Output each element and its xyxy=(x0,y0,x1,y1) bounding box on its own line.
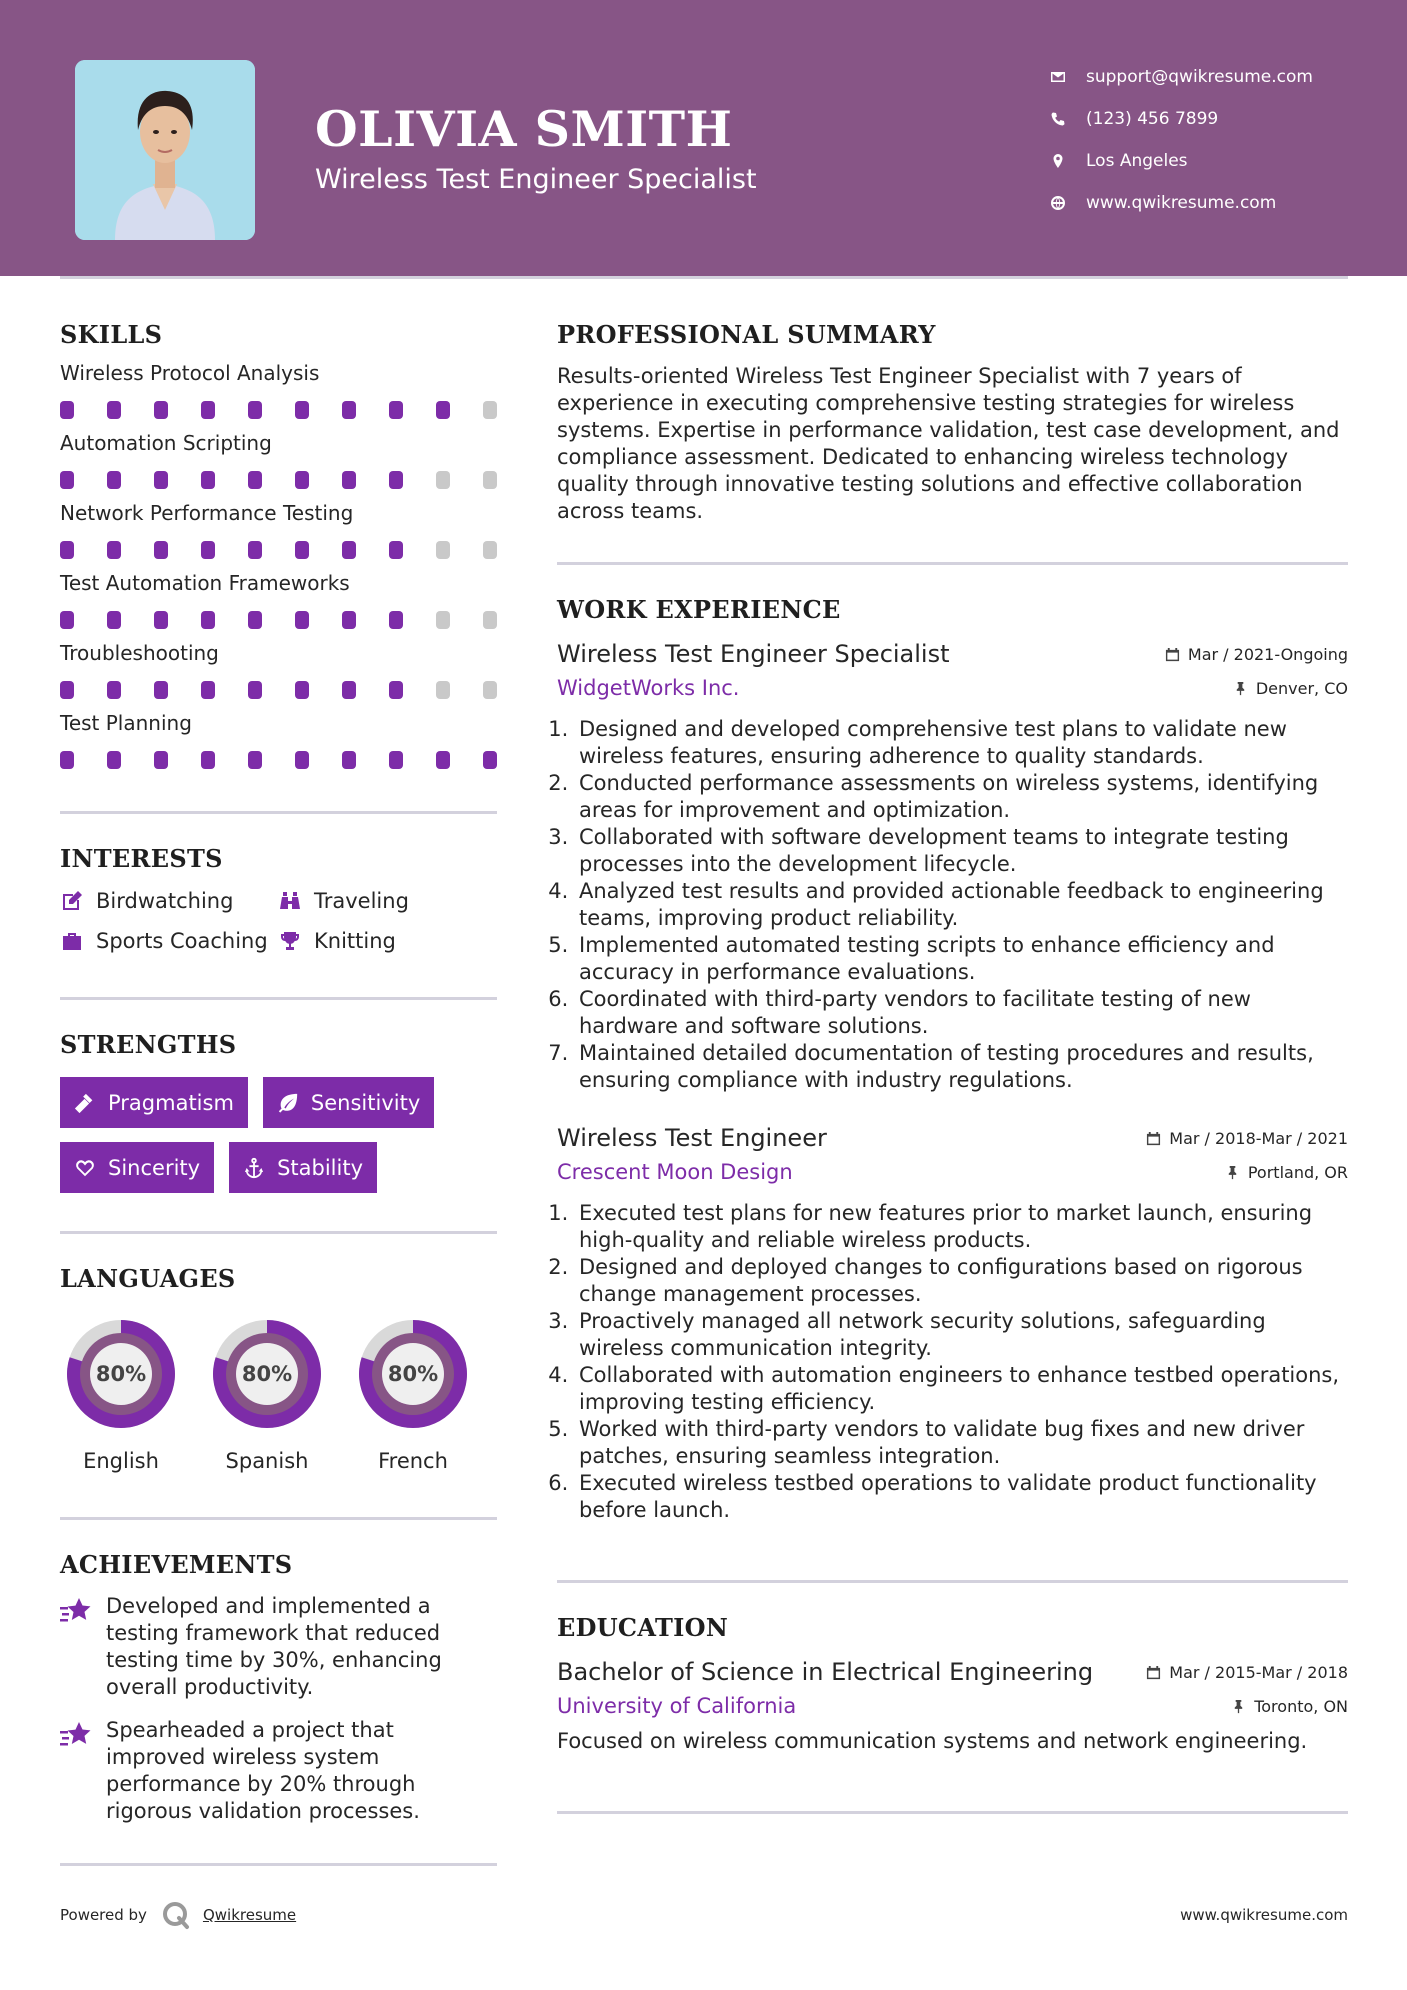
rating-dot xyxy=(436,611,450,629)
skill-name: Network Performance Testing xyxy=(60,501,354,525)
company-name: WidgetWorks Inc. xyxy=(557,676,740,700)
section-divider xyxy=(60,997,497,1000)
section-divider xyxy=(60,1863,497,1866)
header-divider xyxy=(60,276,1348,279)
job-title: Wireless Test Engineer xyxy=(557,1124,827,1152)
rating-dot xyxy=(436,401,450,419)
summary-text: Results-oriented Wireless Test Engineer Specialist with 7 years of experience in executing comprehensive testing strategies for wireless systems. Expertise in performance validation, test case development, and compliance assessment. Dedicated to enhancing wireless technology quality through innovative testing solutions and effective collaboration across teams. xyxy=(557,364,1340,523)
binoculars-icon xyxy=(278,889,314,913)
profile-photo xyxy=(75,60,255,240)
section-divider xyxy=(557,1580,1348,1583)
skill-name: Wireless Protocol Analysis xyxy=(60,361,320,385)
list-item: 2. Conducted performance assessments on wireless systems, identifying areas for improvement and optimization. xyxy=(575,770,1348,824)
job-dates: Mar / 2018-Mar / 2021 xyxy=(1146,1129,1348,1148)
rating-dot xyxy=(107,401,121,419)
rating-dot xyxy=(483,681,497,699)
education-heading: EDUCATION xyxy=(557,1613,729,1642)
job-location: Portland, OR xyxy=(1225,1163,1348,1182)
rating-dot xyxy=(154,681,168,699)
calendar-icon xyxy=(1146,1665,1161,1680)
strength-tag: Pragmatism xyxy=(60,1077,248,1128)
rating-dot xyxy=(154,401,168,419)
strengths-section xyxy=(60,1030,497,1193)
rating-dot xyxy=(342,401,356,419)
job-bullets xyxy=(557,716,1348,1094)
language-progress-ring xyxy=(352,1313,474,1435)
rating-dot xyxy=(107,541,121,559)
list-item: 6. Executed wireless testbed operations to validate product functionality before launch. xyxy=(575,1470,1348,1524)
languages-section xyxy=(60,1264,497,1473)
globe-icon xyxy=(1050,195,1086,211)
company-name: Crescent Moon Design xyxy=(557,1160,793,1184)
rating-dot xyxy=(295,401,309,419)
star-icon xyxy=(60,1717,106,1825)
skill-name: Troubleshooting xyxy=(60,641,219,665)
contact-location: Los Angeles xyxy=(1050,140,1390,182)
job-location: Denver, CO xyxy=(1233,679,1348,698)
interests-heading: INTERESTS xyxy=(60,844,223,873)
gavel-icon xyxy=(74,1092,96,1114)
rating-dot xyxy=(154,751,168,769)
strength-tag: Sensitivity xyxy=(263,1077,434,1128)
list-item: 7. Maintained detailed documentation of testing procedures and results, ensuring compliance with industry regulations. xyxy=(575,1040,1348,1094)
interests-section xyxy=(60,844,497,953)
rating-dot xyxy=(60,401,74,419)
language-item xyxy=(352,1313,474,1473)
skill-item xyxy=(60,639,497,699)
rating-dot xyxy=(342,751,356,769)
contact-phone[interactable]: (123) 456 7899 xyxy=(1050,98,1390,140)
section-divider xyxy=(60,811,497,814)
phone-icon xyxy=(1050,111,1086,127)
skill-name: Test Automation Frameworks xyxy=(60,571,350,595)
language-progress-ring xyxy=(206,1313,328,1435)
skill-item xyxy=(60,709,497,769)
rating-dot xyxy=(483,611,497,629)
language-percent: 80% xyxy=(241,1362,293,1386)
rating-dot xyxy=(389,681,403,699)
trophy-icon xyxy=(278,929,314,953)
contact-website[interactable]: www.qwikresume.com xyxy=(1050,182,1390,224)
skills-section xyxy=(60,320,497,769)
language-percent: 80% xyxy=(387,1362,439,1386)
skill-rating xyxy=(60,401,497,419)
candidate-title: Wireless Test Engineer Specialist xyxy=(315,164,757,195)
section-divider xyxy=(60,1517,497,1520)
languages-list xyxy=(60,1313,497,1473)
skill-name: Automation Scripting xyxy=(60,431,272,455)
rating-dot xyxy=(342,471,356,489)
right-column xyxy=(557,320,1348,1814)
section-divider xyxy=(557,1811,1348,1814)
skills-list xyxy=(60,359,497,769)
education-dates: Mar / 2015-Mar / 2018 xyxy=(1146,1663,1348,1682)
rating-dot xyxy=(201,681,215,699)
powered-by: Powered by Qwikresume xyxy=(60,1900,296,1930)
degree-title: Bachelor of Science in Electrical Engineering xyxy=(557,1658,1094,1686)
rating-dot xyxy=(248,401,262,419)
anchor-icon xyxy=(243,1157,265,1179)
rating-dot xyxy=(389,751,403,769)
skill-rating xyxy=(60,681,497,699)
rating-dot xyxy=(248,751,262,769)
skill-rating xyxy=(60,471,497,489)
contact-list xyxy=(1050,56,1390,224)
calendar-icon xyxy=(1146,1131,1161,1146)
resume-header xyxy=(0,0,1407,276)
star-icon xyxy=(60,1593,106,1701)
rating-dot xyxy=(436,751,450,769)
rating-dot xyxy=(436,681,450,699)
list-item: 3. Proactively managed all network security solutions, safeguarding wireless communication integrity. xyxy=(575,1308,1348,1362)
rating-dot xyxy=(342,611,356,629)
skill-item xyxy=(60,429,497,489)
list-item: 4. Collaborated with automation engineers to enhance testbed operations, improving testing efficiency. xyxy=(575,1362,1348,1416)
summary-heading: PROFESSIONAL SUMMARY xyxy=(557,320,936,349)
rating-dot xyxy=(60,751,74,769)
list-item: 1. Executed test plans for new features prior to market launch, ensuring high-quality and reliable wireless products. xyxy=(575,1200,1348,1254)
left-column xyxy=(60,320,497,1866)
language-name: English xyxy=(83,1449,159,1473)
rating-dot xyxy=(389,611,403,629)
skill-rating xyxy=(60,611,497,629)
section-divider xyxy=(60,1231,497,1234)
job-title: Wireless Test Engineer Specialist xyxy=(557,640,950,668)
skill-item xyxy=(60,499,497,559)
rating-dot xyxy=(483,541,497,559)
language-name: Spanish xyxy=(225,1449,309,1473)
strength-tag: Stability xyxy=(229,1142,377,1193)
achievement-item: Spearheaded a project that improved wireless system performance by 20% through rigorous validation processes. xyxy=(60,1717,497,1825)
skill-rating xyxy=(60,541,497,559)
education-entry xyxy=(557,1658,1348,1755)
education-description: Focused on wireless communication systems and network engineering. xyxy=(557,1729,1308,1753)
school-name: University of California xyxy=(557,1694,797,1718)
list-item: 6. Coordinated with third-party vendors to facilitate testing of new hardware and software solutions. xyxy=(575,986,1348,1040)
rating-dot xyxy=(436,471,450,489)
rating-dot xyxy=(342,541,356,559)
pushpin-icon xyxy=(1231,1699,1246,1714)
list-item: 3. Collaborated with software development teams to integrate testing processes into the development lifecycle. xyxy=(575,824,1348,878)
job-entry xyxy=(557,640,1348,1094)
edit-icon xyxy=(60,889,96,913)
rating-dot xyxy=(107,751,121,769)
education-location: Toronto, ON xyxy=(1231,1697,1348,1716)
rating-dot xyxy=(107,681,121,699)
list-item: 5. Implemented automated testing scripts to enhance efficiency and accuracy in performance evaluations. xyxy=(575,932,1348,986)
list-item: 4. Analyzed test results and provided actionable feedback to engineering teams, improving product reliability. xyxy=(575,878,1348,932)
achievements-section xyxy=(60,1550,497,1825)
rating-dot xyxy=(389,401,403,419)
achievements-list xyxy=(60,1593,497,1825)
list-item: 5. Worked with third-party vendors to validate bug fixes and new driver patches, ensuring seamless integration. xyxy=(575,1416,1348,1470)
strength-tag: Sincerity xyxy=(60,1142,214,1193)
rating-dot xyxy=(154,541,168,559)
leaf-icon xyxy=(277,1092,299,1114)
interest-item: Traveling xyxy=(278,889,478,913)
qwikresume-link[interactable]: Qwikresume xyxy=(202,1906,297,1924)
job-dates: Mar / 2021-Ongoing xyxy=(1165,645,1348,664)
experience-heading: WORK EXPERIENCE xyxy=(557,595,841,624)
strengths-list xyxy=(60,1077,497,1193)
language-item xyxy=(60,1313,182,1473)
skills-heading: SKILLS xyxy=(60,320,163,349)
skill-item xyxy=(60,359,497,419)
achievement-item: Developed and implemented a testing framework that reduced testing time by 30%, enhancing overall productivity. xyxy=(60,1593,497,1701)
language-progress-ring xyxy=(60,1313,182,1435)
rating-dot xyxy=(483,471,497,489)
rating-dot xyxy=(436,541,450,559)
rating-dot xyxy=(60,541,74,559)
heart-icon xyxy=(74,1157,96,1179)
rating-dot xyxy=(483,751,497,769)
footer-url[interactable]: www.qwikresume.com xyxy=(1180,1906,1348,1924)
rating-dot xyxy=(201,541,215,559)
qwikresume-logo-icon xyxy=(161,1900,191,1930)
job-bullets xyxy=(557,1200,1348,1524)
rating-dot xyxy=(389,471,403,489)
rating-dot xyxy=(60,681,74,699)
skill-item xyxy=(60,569,497,629)
calendar-icon xyxy=(1165,647,1180,662)
rating-dot xyxy=(248,471,262,489)
achievements-heading: ACHIEVEMENTS xyxy=(60,1550,293,1579)
map-pin-icon xyxy=(1050,153,1086,169)
experience-section xyxy=(557,595,1348,1524)
interest-item: Knitting xyxy=(278,929,478,953)
skill-rating xyxy=(60,751,497,769)
rating-dot xyxy=(201,401,215,419)
rating-dot xyxy=(107,471,121,489)
rating-dot xyxy=(154,611,168,629)
rating-dot xyxy=(248,681,262,699)
language-name: French xyxy=(378,1449,448,1473)
language-percent: 80% xyxy=(95,1362,147,1386)
rating-dot xyxy=(483,401,497,419)
rating-dot xyxy=(107,611,121,629)
rating-dot xyxy=(201,471,215,489)
strengths-heading: STRENGTHS xyxy=(60,1030,237,1059)
envelope-icon xyxy=(1050,69,1086,85)
education-section xyxy=(557,1613,1348,1755)
contact-email[interactable]: support@qwikresume.com xyxy=(1050,56,1390,98)
section-divider xyxy=(557,562,1348,565)
rating-dot xyxy=(295,681,309,699)
interest-item: Birdwatching xyxy=(60,889,278,913)
rating-dot xyxy=(248,611,262,629)
rating-dot xyxy=(154,471,168,489)
rating-dot xyxy=(60,471,74,489)
interest-item: Sports Coaching xyxy=(60,929,278,953)
pushpin-icon xyxy=(1233,681,1248,696)
rating-dot xyxy=(295,541,309,559)
rating-dot xyxy=(295,471,309,489)
pushpin-icon xyxy=(1225,1165,1240,1180)
candidate-name: OLIVIA SMITH xyxy=(315,100,733,158)
job-entry xyxy=(557,1124,1348,1524)
languages-heading: LANGUAGES xyxy=(60,1264,236,1293)
interests-list xyxy=(60,889,497,953)
rating-dot xyxy=(201,751,215,769)
rating-dot xyxy=(389,541,403,559)
rating-dot xyxy=(60,611,74,629)
rating-dot xyxy=(295,751,309,769)
skill-name: Test Planning xyxy=(60,711,192,735)
list-item: 1. Designed and developed comprehensive test plans to validate new wireless features, ensuring adherence to quality standards. xyxy=(575,716,1348,770)
summary-section xyxy=(557,320,1348,525)
language-item xyxy=(206,1313,328,1473)
rating-dot xyxy=(295,611,309,629)
briefcase-icon xyxy=(60,929,96,953)
rating-dot xyxy=(201,611,215,629)
list-item: 2. Designed and deployed changes to configurations based on rigorous change management processes. xyxy=(575,1254,1348,1308)
rating-dot xyxy=(342,681,356,699)
rating-dot xyxy=(248,541,262,559)
